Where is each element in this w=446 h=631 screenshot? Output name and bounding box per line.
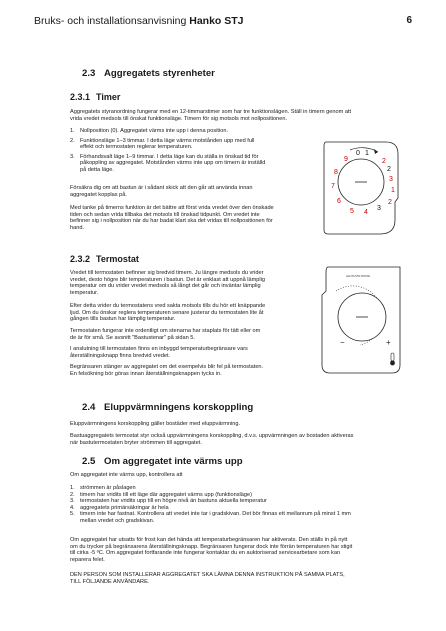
troubleshoot-checklist: [70, 485, 351, 525]
plus-label: +: [386, 338, 391, 347]
heading-title: Om aggregatet inte värms upp: [104, 456, 243, 467]
heading-2-3-1: [70, 92, 120, 102]
dial-label: 1: [365, 150, 369, 157]
heading-title: Eluppvärmningens korskoppling: [104, 402, 254, 413]
heading-2-4: [82, 402, 253, 413]
timer-dial-illustration: [322, 138, 402, 238]
list-item: 2. timern har vridits till ett läge där aggregatet värms upp (funktionsläge): [70, 491, 252, 498]
list-item: 3. termostaten har vridits upp till en högre nivå än bastuns aktuella temperatur: [70, 498, 267, 505]
list-item: 4. aggregatets primärsäkringar är hela: [70, 504, 169, 511]
thermostat-scale-label: HAUTA STR ROSTE: [346, 275, 371, 278]
thermostat-para-2: Efter detta vrider du termostatens vred sakta motsols tills du hör ett knäppande ljud. Om du önskar reglera temperaturen senare justerar du termostaten lite åt gången tills bastun har lämplig temperatur.: [70, 303, 266, 323]
heading-title: Termostat: [96, 254, 139, 264]
troubleshoot-intro: Om aggregatet inte värms upp, kontrollera att: [70, 472, 183, 478]
crossconnect-para-1: Eluppvärmningens korskoppling gäller bostäder med eluppvärmning.: [70, 421, 241, 427]
thermostat-para-3: Termostaten fungerar inte ordentligt om stenarna har staplats för tätt eller om de är för små. Se avsnitt "Bastustenar" på sidan 5.: [70, 328, 261, 341]
dial-label: 8: [334, 169, 338, 176]
list-item: 1. Nollposition (0). Aggregatet värms inte upp i denna position.: [70, 128, 229, 134]
list-item: 5. timern inte har fastnat. Kontrollera att vredet inte tar i gradskivan. Det bör finnas ett mellanrum på minst 1 mm mellan vredet och gradskivan.: [70, 511, 351, 524]
thermostat-dial-illustration: [320, 265, 404, 375]
document-title-prefix: Bruks- och installationsanvisning: [34, 15, 190, 27]
heading-number: 2.5: [82, 456, 96, 467]
thermometer-icon: [390, 353, 395, 365]
heading-title: Timer: [96, 92, 121, 102]
dial-label: 2: [387, 166, 391, 173]
thermostat-para-4: I anslutning till termostaten finns en inbyggd temperaturbegränsare vars återställningsknapp finns bredvid vredet.: [70, 346, 248, 359]
dial-label: 4: [364, 209, 368, 216]
list-item: 3. Förhandsvalt läge 1–9 timmar. I detta läge kan du ställa in önskad tid för påkoppling av aggregatet. Motstånden värms inte upp om timern är inställd på detta läge.: [70, 153, 266, 173]
dial-label: 9: [344, 156, 348, 163]
dial-label: 0: [356, 150, 360, 157]
document-title: [34, 15, 244, 27]
dial-label: 3: [377, 205, 381, 212]
page-number: 6: [406, 15, 412, 26]
troubleshoot-para-frost: Om aggregatet har utsatts för frost kan det hända att temperaturbegränsaren har aktiverats. Den ställs in på nytt om du trycker på begränsarens återställningsknapp. Begränsaren fungerar dock inte förrän temperaturen har stigit till cirka -5 ºC. Om aggregatet fortfarande inte fungerar kontaktar du en auktoriserad servicearbetare som kan reparera felet.: [70, 537, 353, 563]
rotation-arrow: [350, 148, 378, 152]
thermostat-para-1: Vredet till termostaten befinner sig bredvid timern. Ju längre medsols du vrider vredet, desto högre blir temperaturen i bastun. Det är enklast att uppnå lämplig temperatur om du vrider vredet medsols så långt det går och inväntar lämplig temperatur.: [70, 270, 265, 296]
page-header: [34, 15, 412, 33]
list-item: 1. strömmen är påslagen: [70, 485, 136, 491]
dial-label: 6: [337, 198, 341, 205]
timer-para-usage: Med tanke på timerns funktion är det bättre att först vrida vredet över den önskade tiden och sedan vrida tillbaka det motsols till önskad tidpunkt. Om vredet inte befinner sig i nollposition när du har badat klart ska det vridas till nollpositionen för hand.: [70, 205, 274, 231]
list-item: 2. Funktionsläge 1–3 timmar. I detta läge värms motstånden upp med full effekt och termostaten reglerar temperaturen.: [70, 137, 255, 151]
dial-label: 2: [388, 199, 392, 206]
heading-number: 2.4: [82, 402, 96, 413]
heading-number: 2.3.2: [70, 254, 91, 264]
thermostat-para-5: Begränsaren stänger av aggregatet om det exempelvis blir fel på termostaten. En felsökning bör göras innan återställningsknappen tycks in.: [70, 364, 264, 377]
dial-label: 3: [389, 176, 393, 183]
dial-label: 5: [350, 208, 354, 215]
timer-mode-list: [70, 128, 265, 174]
dial-label: 7: [331, 183, 335, 190]
heading-2-3: [82, 68, 215, 79]
heading-2-3-2: [70, 254, 139, 264]
installer-notice: DEN PERSON SOM INSTALLERAR AGGREGATET SKA LÄMNA DENNA INSTRUKTION PÅ SAMMA PLATS, TILL FÖLJANDE ANVÄNDARE.: [70, 572, 345, 585]
crossconnect-para-2: Bastuaggregatets termostat styr också uppvärmningens korskoppling, d.v.s. uppvärmningen av bostaden aktiveras när bastutermostaten bryter strömmen till aggregatet.: [70, 433, 354, 446]
dial-label: 2: [382, 158, 386, 165]
timer-para-safety: Försäkra dig om att bastun är i sådant skick att den går att använda innan aggregatet kopplas på.: [70, 185, 253, 198]
dial-label: 1: [391, 187, 395, 194]
heading-number: 2.3: [82, 68, 96, 79]
heading-number: 2.3.1: [70, 92, 91, 102]
heading-2-5: [82, 456, 243, 467]
heading-title: Aggregatets styrenheter: [104, 68, 215, 79]
document-title-brand: Hanko STJ: [189, 15, 244, 27]
timer-intro: Aggregatets styranordning fungerar med en 12-timmarstimer som har tre funktionslägen. Ställ in timern genom att vrida vredet medsols till önskat funktionsläge. Timern för sig motsols mot nollpositionen.: [70, 109, 352, 122]
minus-label: −: [340, 338, 345, 347]
